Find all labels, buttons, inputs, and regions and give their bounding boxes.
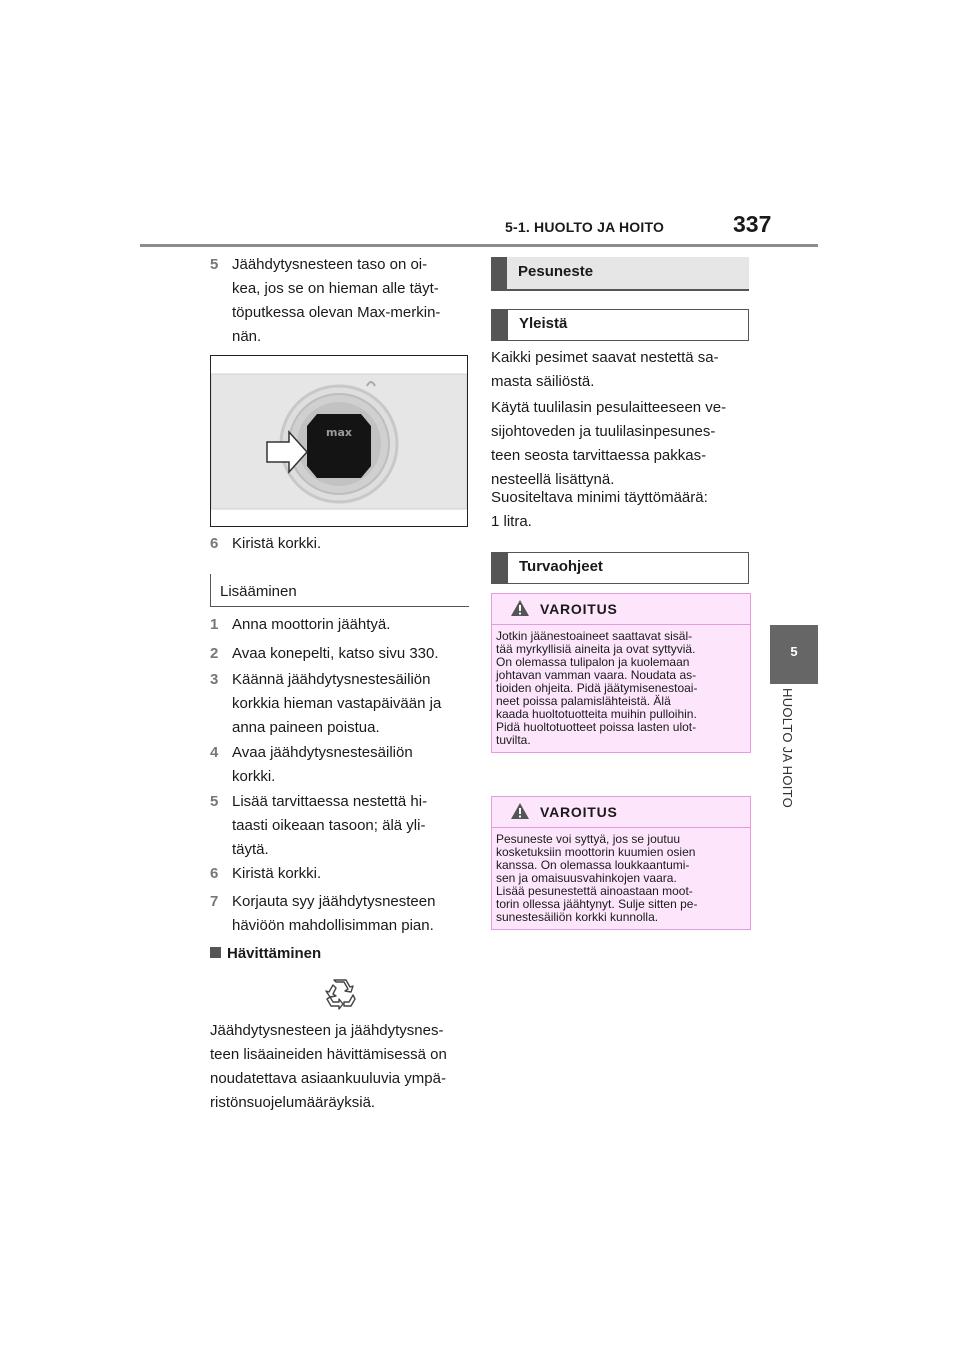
chapter-tab-number: 5 — [790, 644, 798, 659]
text-line: johtavan vamman vaara. Noudata as- — [496, 668, 697, 682]
step-line: kea, jos se on hieman alle täyt- — [232, 280, 439, 297]
recycle-icon — [322, 978, 358, 1020]
section-heading-washer-fluid — [491, 257, 749, 291]
text-line: teen lisäaineiden hävittämisessä on — [210, 1046, 447, 1063]
step-number: 7 — [210, 893, 219, 910]
text-line: masta säiliöstä. — [491, 373, 595, 390]
text-line: tää myrkyllisiä aineita ja ovat syttyviä. — [496, 642, 696, 656]
text-line: On olemassa tulipalon ja kuolemaan — [496, 655, 690, 669]
subhead-adding — [210, 574, 469, 607]
step-line: häviöön mahdollisimman pian. — [232, 917, 434, 934]
step-line: Kiristä korkki. — [232, 865, 322, 882]
text-line: Kaikki pesimet saavat nestettä sa- — [491, 349, 719, 366]
step-line: korkkia hieman vastapäivään ja — [232, 695, 442, 712]
text-line: noudatettava asiaankuuluvia ympä- — [210, 1070, 446, 1087]
step-number: 1 — [210, 616, 219, 633]
paragraph — [491, 396, 751, 492]
warning-box-antifreeze — [491, 593, 751, 753]
warning-title — [492, 797, 750, 828]
chapter-tab-title — [780, 688, 808, 848]
text-line: tioiden ohjeita. Pidä jäätymisenestoai- — [496, 681, 698, 695]
step-line: Lisää tarvittaessa nestettä hi- — [232, 793, 428, 810]
subheading-safety — [491, 552, 749, 584]
subheading-general — [491, 309, 749, 341]
step-number: 3 — [210, 671, 219, 688]
text-line: Suositeltava minimi täyttömäärä: — [491, 489, 708, 506]
disposal-heading-text: Hävittäminen — [227, 945, 322, 962]
step-line: Kiristä korkki. — [232, 535, 322, 552]
step-line: Korjauta syy jäähdytysnesteen — [232, 893, 436, 910]
disposal-paragraph — [210, 1019, 470, 1115]
step-line: töputkessa olevan Max-merkin- — [232, 304, 441, 321]
step-line: Avaa jäähdytysnestesäiliön — [232, 744, 413, 761]
step-number: 4 — [210, 744, 219, 761]
step-line: Käännä jäähdytysnestesäiliön — [232, 671, 431, 688]
heading-marker — [492, 310, 508, 340]
text-line: kanssa. On olemassa loukkaantumi- — [496, 858, 690, 872]
text-line: kaada huoltotuotteita muihin pulloihin. — [496, 707, 697, 721]
step-3 — [210, 668, 470, 740]
text-line: Lisää pesunestettä ainoastaan moot- — [496, 884, 693, 898]
warning-body — [492, 625, 750, 752]
step-number: 6 — [210, 865, 219, 882]
step-2 — [210, 642, 470, 666]
warning-body — [492, 828, 750, 929]
step-line: anna paineen poistua. — [232, 719, 380, 736]
paragraph — [491, 346, 751, 394]
header-rule — [140, 244, 818, 247]
text-line: neet poissa palamislähteistä. Älä — [496, 694, 671, 708]
step-line: korkki. — [232, 768, 276, 785]
coolant-cap-illustration — [211, 356, 467, 526]
subheading-text: Yleistä — [519, 315, 568, 332]
step-line: Jäähdytysnesteen taso on oi- — [232, 256, 428, 273]
text-line: ristönsuojelumääräyksiä. — [210, 1094, 376, 1111]
chapter-tab-title-text: HUOLTO JA HOITO — [780, 688, 795, 809]
step-number: 6 — [210, 535, 219, 552]
warning-label: VAROITUS — [540, 804, 618, 820]
paragraph — [491, 486, 751, 534]
step-1 — [210, 613, 470, 637]
step-5 — [210, 790, 470, 862]
text-line: Pidä huoltotuotteet poissa lasten ulot- — [496, 720, 697, 734]
text-line: Jäähdytysnesteen ja jäähdytysnes- — [210, 1022, 444, 1039]
warning-label: VAROITUS — [540, 601, 618, 617]
step-line: täytä. — [232, 841, 269, 858]
subheading-text: Turvaohjeet — [519, 558, 603, 575]
warning-icon — [510, 802, 530, 820]
text-line: Jotkin jäänestoaineet saattavat sisäl- — [496, 629, 693, 643]
text-line: Pesuneste voi syttyä, jos se joutuu — [496, 832, 681, 846]
header-section-title: 5-1. HUOLTO JA HOITO — [505, 219, 665, 235]
step-line: taasti oikeaan tasoon; älä yli- — [232, 817, 426, 834]
text-line: sijohtoveden ja tuulilasinpesunes- — [491, 423, 716, 440]
step-7 — [210, 890, 470, 938]
text-line: 1 litra. — [491, 513, 532, 530]
step-number: 5 — [210, 256, 219, 273]
warning-title — [492, 594, 750, 625]
step-number: 5 — [210, 793, 219, 810]
max-label: max — [326, 426, 352, 439]
coolant-cap-figure — [210, 355, 468, 527]
page-number: 337 — [733, 211, 772, 237]
text-line: teen seosta tarvittaessa pakkas- — [491, 447, 707, 464]
step-line: Anna moottorin jäähtyä. — [232, 616, 391, 633]
text-line: torin ollessa jäähtynyt. Sulje sitten pe- — [496, 897, 698, 911]
disposal-heading — [210, 942, 321, 966]
warning-box-washer-fluid — [491, 796, 751, 930]
step-tighten-cap — [210, 532, 470, 556]
step-line: nän. — [232, 328, 262, 345]
section-heading-text: Pesuneste — [518, 263, 594, 280]
warning-icon — [510, 599, 530, 617]
step-6 — [210, 862, 470, 886]
step-check-level — [210, 253, 470, 349]
text-line: Käytä tuulilasin pesulaitteeseen ve- — [491, 399, 727, 416]
heading-marker — [492, 553, 508, 583]
step-4 — [210, 741, 470, 789]
subhead-adding-label: Lisääminen — [220, 583, 297, 600]
text-line: nesteellä lisättynä. — [491, 471, 615, 488]
text-line: tuvilta. — [496, 733, 531, 747]
heading-marker — [491, 257, 507, 289]
step-line: Avaa konepelti, katso sivu 330. — [232, 645, 439, 662]
text-line: sen ja omaisuusvahinkojen vaara. — [496, 871, 677, 885]
text-line: kosketuksiin moottorin kuumien osien — [496, 845, 696, 859]
square-bullet-icon — [210, 947, 221, 958]
step-number: 2 — [210, 645, 219, 662]
text-line: sunestesäiliön korkki kunnolla. — [496, 910, 659, 924]
